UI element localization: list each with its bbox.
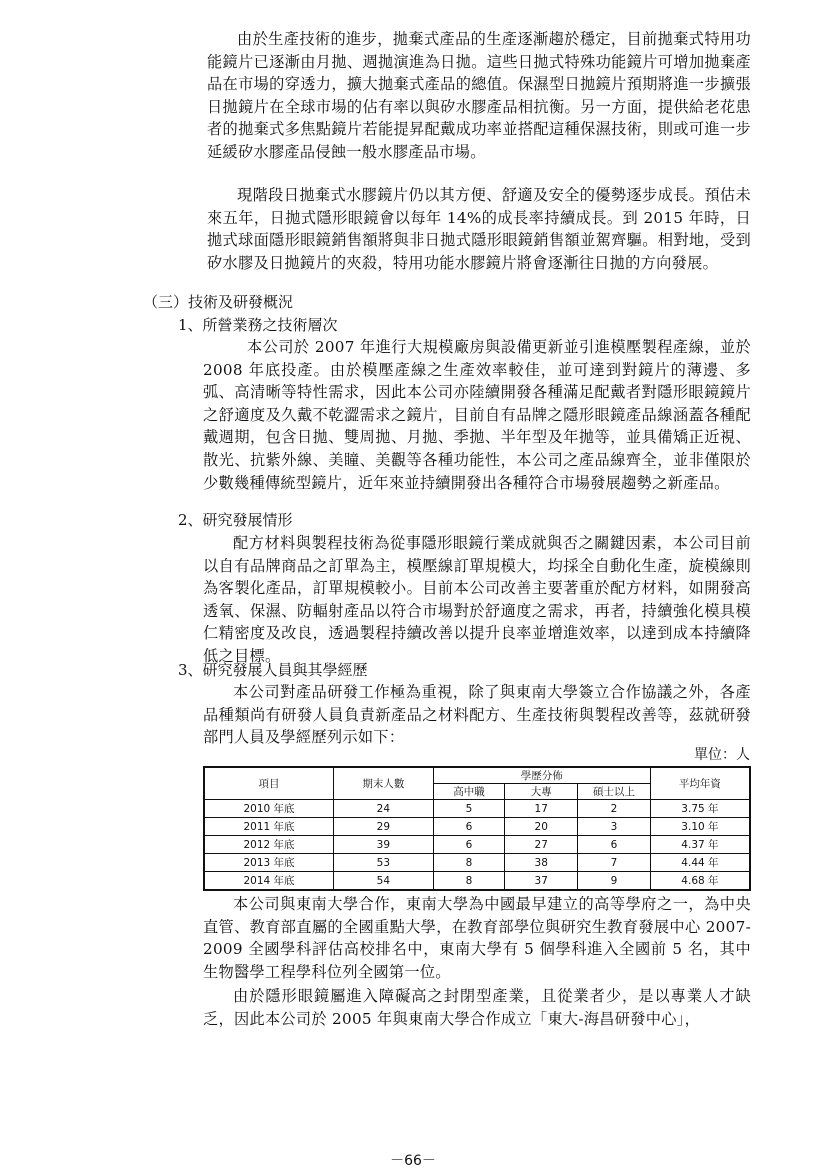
table-row [204, 800, 750, 818]
cell-item: 2014 年底 [204, 872, 334, 891]
subsection-3-body: 本公司對產品研發工作極為重視，除了與東南大學簽立合作協議之外，各產品種類尚有研發人員負責新產品之材料配方、生產技術與製程改善等，茲就研發部門人員及學經歷列示如下： [203, 683, 751, 747]
cell-college: 27 [505, 836, 578, 854]
cell-age: 4.37 年 [650, 836, 750, 854]
intro-paragraph-2: 現階段日拋棄式水膠鏡片仍以其方便、舒適及安全的優勢逐步成長。預估未來五年，日拋式隱形眼鏡會以每年 14%的成長率持續成長。到 2015 年時，日拋式球面隱形眼鏡銷售額將與非日拋式隱形眼鏡銷售額並駕齊驅。相對地，受到矽水膠及日拋鏡片的夾殺，特用功能水膠鏡片將會逐漸往日拋的方向發展。 [207, 186, 751, 272]
cell-count: 24 [334, 800, 434, 818]
cell-count: 54 [334, 872, 434, 891]
cell-college: 20 [505, 818, 578, 836]
subsection-2-body: 配方材料與製程技術為從事隱形眼鏡行業成就與否之關鍵因素，本公司目前以自有品牌商品之訂單為主，模壓線訂單規模大，均採全自動化生產，旋模線則為客製化產品，訂單規模較小。目前本公司改善主要著重於配方材料，如開發高透氧、保濕、防輻射產品以符合市場對於舒適度之需求，再者，持續強化模具模仁精密度及改良，透過製程持續改善以提升良率並增進效率，以達到成本持續降低之目標。 [203, 534, 751, 665]
cell-master: 7 [578, 854, 651, 872]
cell-master: 9 [578, 872, 651, 891]
subsection-1-heading: 1、所營業務之技術層次 [178, 316, 338, 334]
cell-high: 5 [433, 800, 505, 818]
table-unit-label: 單位：人 [694, 747, 750, 763]
cell-high: 6 [433, 836, 505, 854]
table-row [204, 836, 750, 854]
table-row [204, 872, 750, 891]
cell-high: 8 [433, 854, 505, 872]
cell-college: 17 [505, 800, 578, 818]
table-row [204, 854, 750, 872]
cell-count: 39 [334, 836, 434, 854]
cell-age: 4.68 年 [650, 872, 750, 891]
header-master: 碩士以上 [578, 784, 651, 800]
header-item: 項目 [204, 767, 334, 800]
header-education: 學歷分佈 [433, 767, 650, 784]
header-college: 大專 [505, 784, 578, 800]
after-paragraph-2: 由於隱形眼鏡屬進入障礙高之封閉型產業，且從業者少，是以專業人才缺乏，因此本公司於 2005 年與東南大學合作成立「東大-海昌研發中心」， [203, 987, 751, 1028]
cell-master: 2 [578, 800, 651, 818]
cell-count: 29 [334, 818, 434, 836]
cell-item: 2013 年底 [204, 854, 334, 872]
cell-college: 38 [505, 854, 578, 872]
table-row [204, 818, 750, 836]
header-count: 期末人數 [334, 767, 434, 800]
cell-age: 3.10 年 [650, 818, 750, 836]
after-paragraph-1: 本公司與東南大學合作，東南大學為中國最早建立的高等學府之一，為中央直管、教育部直屬的全國重點大學，在教育部學位與研究生教育發展中心 2007-2009 全國學科評估高校排名中，東南大學有 5 個學科進入全國前 5 名，其中生物醫學工程學科位列全國第一位。 [203, 895, 751, 981]
cell-item: 2010 年底 [204, 800, 334, 818]
cell-count: 53 [334, 854, 434, 872]
cell-item: 2011 年底 [204, 818, 334, 836]
subsection-1-body: 本公司於 2007 年進行大規模廠房與設備更新並引進模壓製程產線，並於 2008 年底投產。由於模壓產線之生產效率較佳，並可達到對鏡片的薄邊、多弧、高清晰等特性需求，因此本公司亦陸續開發各種滿足配戴者對隱形眼鏡鏡片之舒適度及久戴不乾澀需求之鏡片，目前自有品牌之隱形眼鏡產品線涵蓋各種配戴週期，包含日拋、雙周拋、月拋、季拋、半年型及年拋等，並具備矯正近視、散光、抗紫外線、美瞳、美觀等各種功能性，本公司之產品線齊全，並非僅限於少數幾種傳統型鏡片，近年來並持續開發出各種符合市場發展趨勢之新產品。 [203, 338, 751, 492]
header-high-school: 高中職 [433, 784, 505, 800]
header-avg-seniority: 平均年資 [650, 767, 750, 800]
cell-high: 6 [433, 818, 505, 836]
cell-college: 37 [505, 872, 578, 891]
cell-master: 3 [578, 818, 651, 836]
subsection-3-heading: 3、研究發展人員與其學經歷 [178, 661, 368, 679]
rd-staff-table [203, 766, 751, 891]
section-3-heading: （三）技術及研發概況 [143, 293, 294, 311]
cell-high: 8 [433, 872, 505, 891]
cell-age: 4.44 年 [650, 854, 750, 872]
subsection-2-heading: 2、研究發展情形 [178, 511, 293, 529]
cell-age: 3.75 年 [650, 800, 750, 818]
cell-master: 6 [578, 836, 651, 854]
page-number: －66－ [390, 1153, 436, 1169]
intro-paragraph-1: 由於生產技術的進步，拋棄式產品的生產逐漸趨於穩定，目前拋棄式特用功能鏡片已逐漸由月拋、週拋演進為日拋。這些日拋式特殊功能鏡片可增加拋棄產品在市場的穿透力，擴大拋棄式產品的總值。保濕型日拋鏡片預期將進一步擴張日拋鏡片在全球市場的佔有率以與矽水膠產品相抗衡。另一方面，提供給老花患者的拋棄式多焦點鏡片若能提昇配戴成功率並搭配這種保濕技術，則或可進一步延緩矽水膠產品侵蝕一般水膠產品市場。 [207, 30, 751, 161]
cell-item: 2012 年底 [204, 836, 334, 854]
